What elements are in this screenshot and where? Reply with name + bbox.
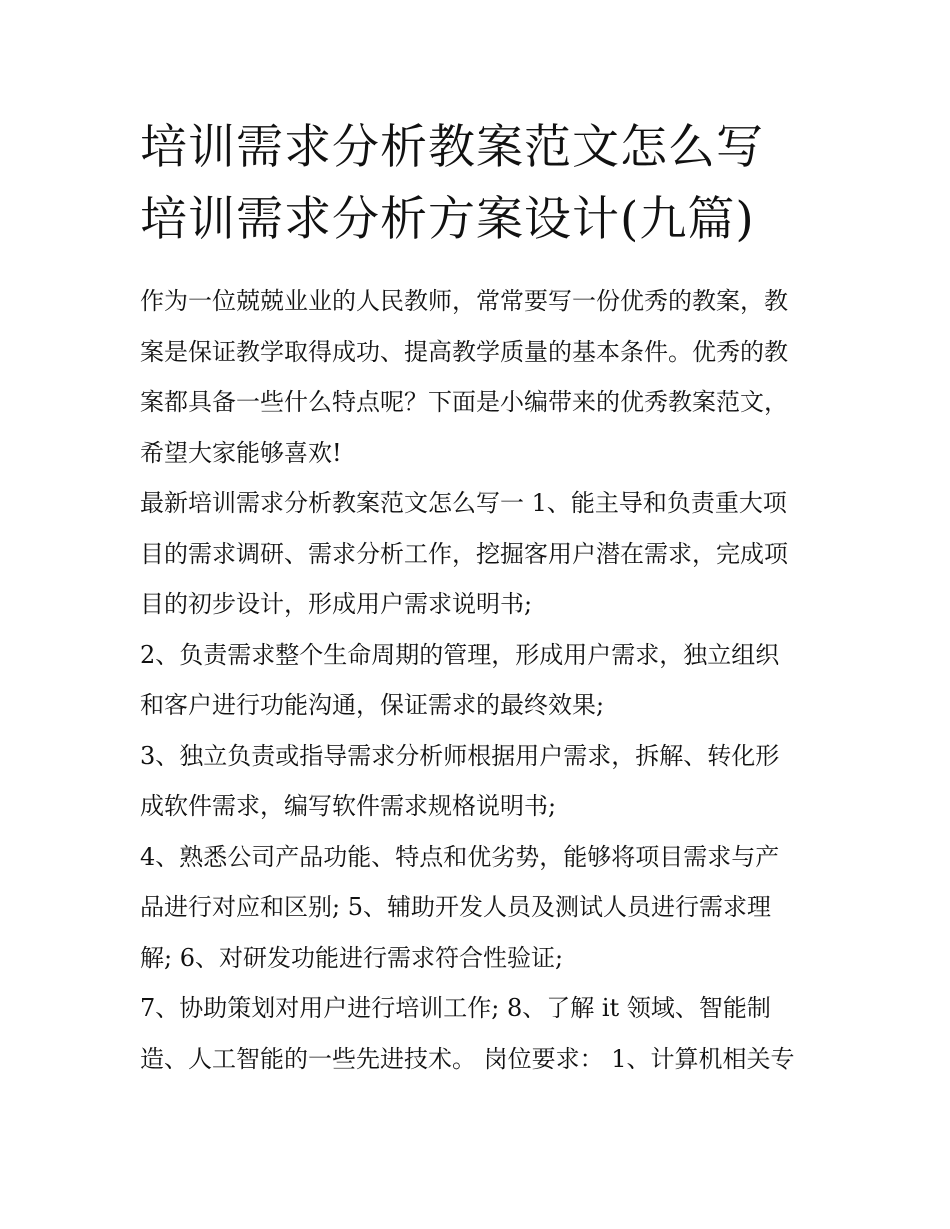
text-line: 目的需求调研、需求分析工作，挖掘客用户潜在需求，完成项 xyxy=(140,539,788,568)
text-line: 目的初步设计，形成用户需求说明书; xyxy=(140,590,533,618)
text-line: 4、熟悉公司产品功能、特点和优劣势，能够将项目需求与产 xyxy=(140,842,780,871)
text-line: 品进行对应和区别; 5、辅助开发人员及测试人员进行需求理 xyxy=(140,893,771,921)
title-line-1: 培训需求分析教案范文怎么写 xyxy=(140,120,764,175)
paragraph-item-1 xyxy=(140,478,820,630)
paragraph-item-3 xyxy=(140,731,820,832)
text-line: 作为一位兢兢业业的人民教师，常常要写一份优秀的教案，教 xyxy=(140,287,788,315)
text-line: 成软件需求，编写软件需求规格说明书; xyxy=(140,792,557,820)
text-line: 造、人工智能的一些先进技术。 岗位要求： 1、计算机相关专 xyxy=(140,1044,795,1073)
text-line: 解; 6、对研发功能进行需求符合性验证; xyxy=(140,943,564,972)
text-line: 案是保证教学取得成功、提高教学质量的基本条件。优秀的教 xyxy=(140,337,788,366)
paragraph-item-7 xyxy=(140,983,820,1084)
text-line: 7、协助策划对用户进行培训工作; 8、了解 it 领域、智能制 xyxy=(140,994,771,1022)
text-line: 希望大家能够喜欢! xyxy=(140,438,342,467)
paragraph-item-2 xyxy=(140,630,820,731)
title-line-2: 培训需求分析方案设计(九篇) xyxy=(140,192,755,247)
text-line: 最新培训需求分析教案范文怎么写一 1、能主导和负责重大项 xyxy=(140,489,787,517)
text-line: 3、独立负责或指导需求分析师根据用户需求，拆解、转化形 xyxy=(140,741,780,770)
document-title xyxy=(140,112,840,256)
document-body xyxy=(140,276,820,1084)
text-line: 案都具备一些什么特点呢？下面是小编带来的优秀教案范文， xyxy=(140,388,788,416)
text-line: 和客户进行功能沟通，保证需求的最终效果; xyxy=(140,691,605,719)
paragraph-item-4 xyxy=(140,832,820,984)
text-line: 2、负责需求整个生命周期的管理，形成用户需求，独立组织 xyxy=(140,640,780,669)
intro-paragraph xyxy=(140,276,820,478)
